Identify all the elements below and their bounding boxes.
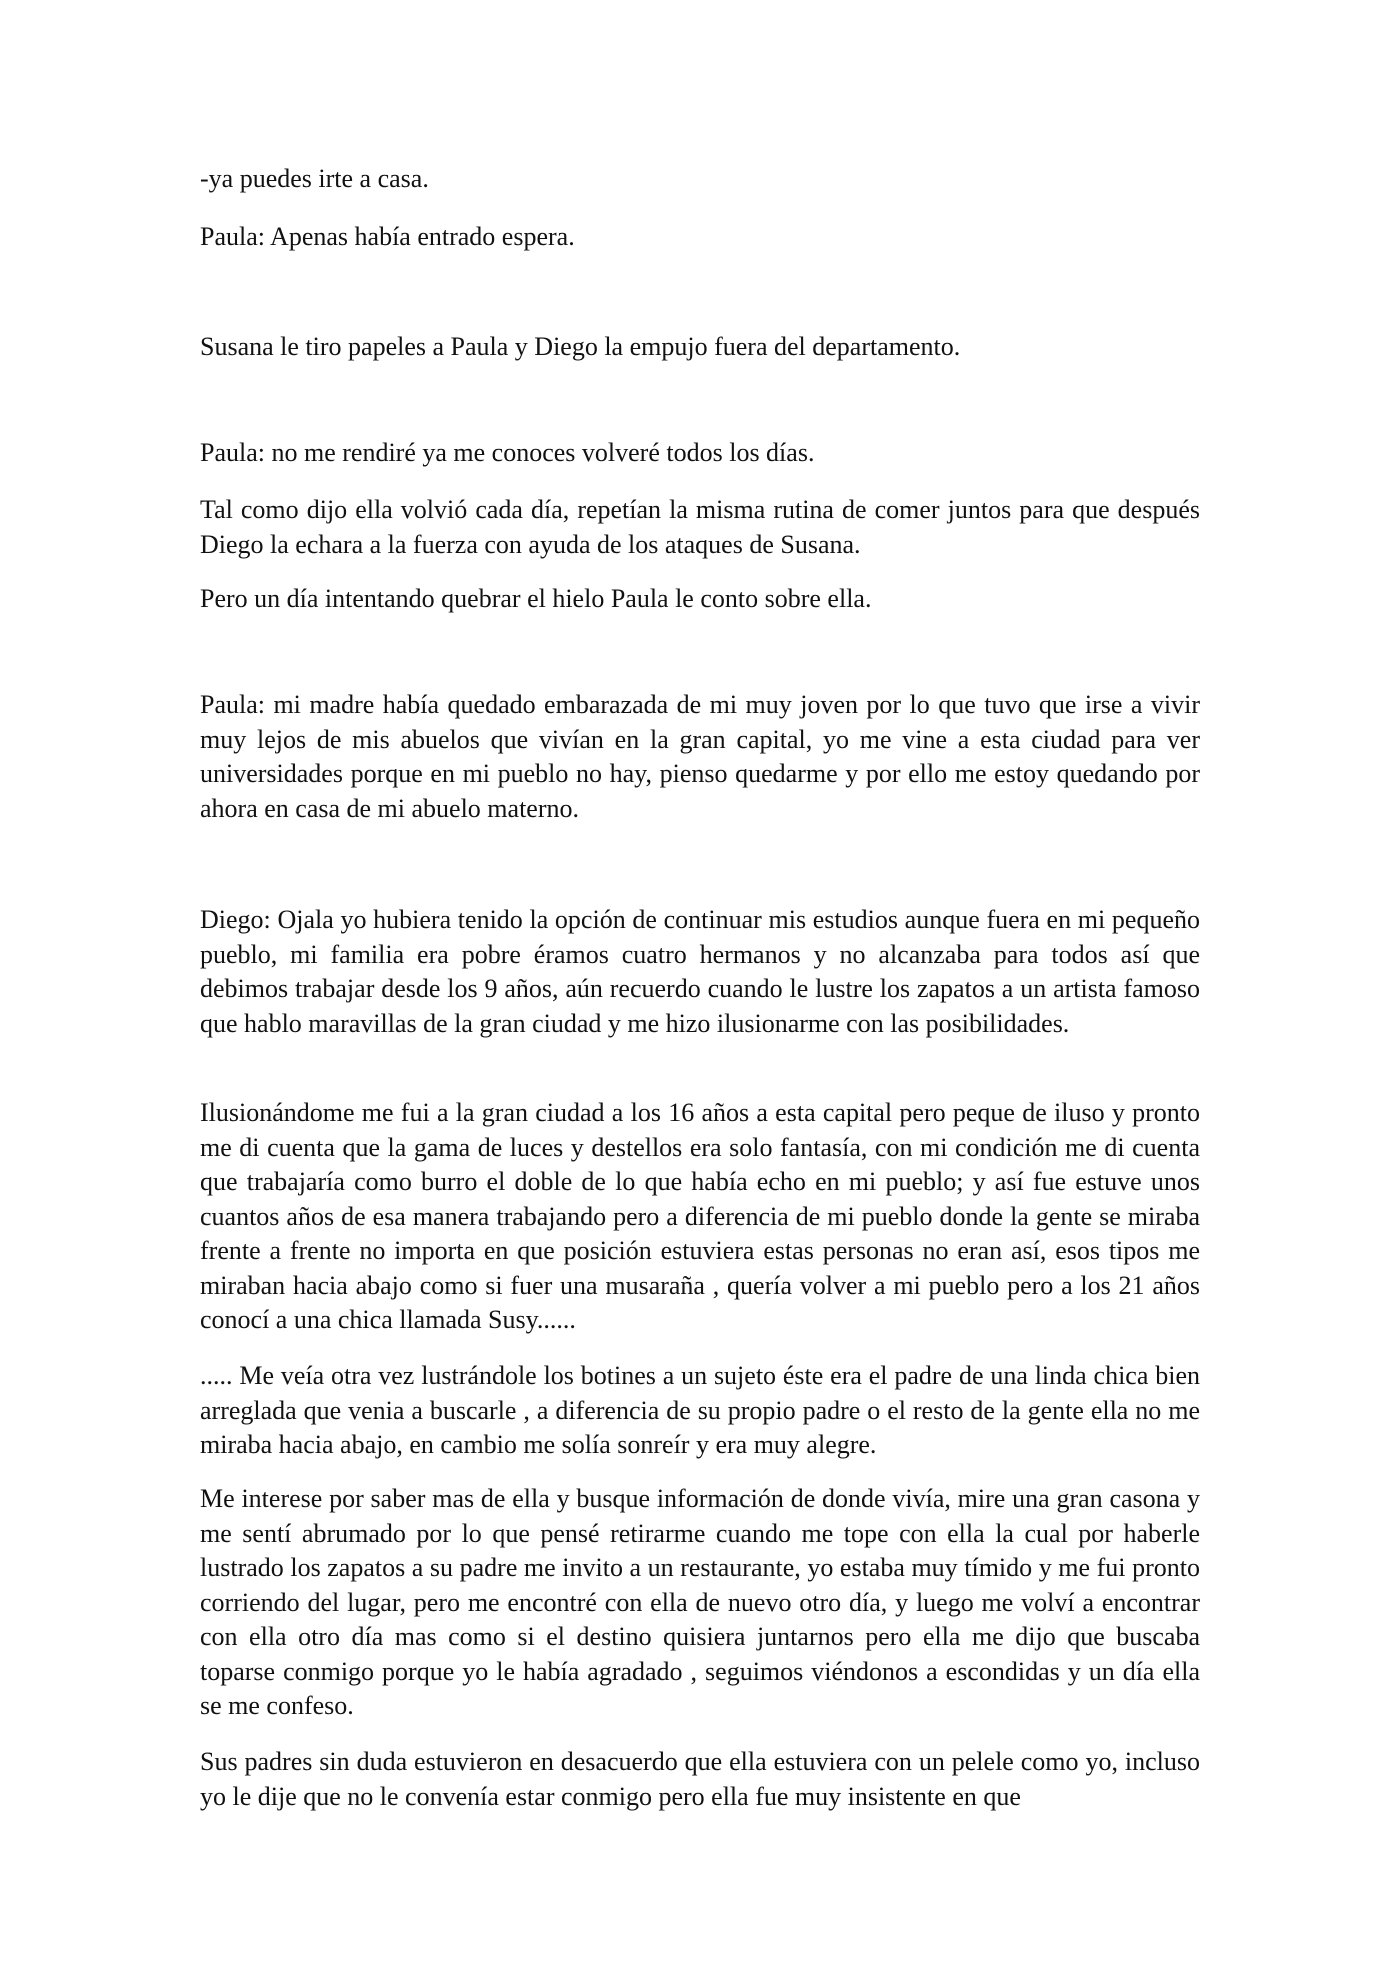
- paragraph-2: Paula: Apenas había entrado espera.: [200, 222, 575, 251]
- paragraph-9: Ilusionándome me fui a la gran ciudad a los 16 años a esta capital pero peque de iluso y pronto me di cuenta que la gama de luces y destellos era solo fantasía, con mi condición me di cuenta que trabajaría como burro el doble de lo que había echo en mi pueblo; y así fue estuve unos cuantos años de esa manera trabajando pero a diferencia de mi pueblo donde la gente se miraba frente a frente no importa en que posición estuviera estas personas no eran así, esos tipos me miraban hacia abajo como si fuer una musaraña , quería volver a mi pueblo pero a los 21 años conocí a una chica llamada Susy......: [200, 1098, 1200, 1334]
- paragraph-5: Tal como dijo ella volvió cada día, repetían la misma rutina de comer juntos para que después Diego la echara a la fuerza con ayuda de los ataques de Susana.: [200, 495, 1200, 559]
- paragraph-3: Susana le tiro papeles a Paula y Diego la empujo fuera del departamento.: [200, 332, 961, 361]
- paragraph-11: Me interese por saber mas de ella y busque información de donde vivía, mire una gran casona y me sentí abrumado por lo que pensé retirarme cuando me tope con ella la cual por haberle lustrado los zapatos a su padre me invito a un restaurante, yo estaba muy tímido y me fui pronto corriendo del lugar, pero me encontré con ella de nuevo otro día, y luego me volví a encontrar con ella otro día mas como si el destino quisiera juntarnos pero ella me dijo que buscaba toparse conmigo porque yo le había agradado , seguimos viéndonos a escondidas y un día ella se me confeso.: [200, 1484, 1200, 1720]
- paragraph-10: ..... Me veía otra vez lustrándole los botines a un sujeto éste era el padre de una linda chica bien arreglada que venia a buscarle , a diferencia de su propio padre o el resto de la gente ella no me miraba hacia abajo, en cambio me solía sonreír y era muy alegre.: [200, 1361, 1200, 1459]
- paragraph-6: Pero un día intentando quebrar el hielo Paula le conto sobre ella.: [200, 584, 872, 613]
- paragraph-7: Paula: mi madre había quedado embarazada de mi muy joven por lo que tuvo que irse a vivir muy lejos de mis abuelos que vivían en la gran capital, yo me vine a esta ciudad para ver universidades porque en mi pueblo no hay, pienso quedarme y por ello me estoy quedando por ahora en casa de mi abuelo materno.: [200, 690, 1200, 823]
- paragraph-8: Diego: Ojala yo hubiera tenido la opción de continuar mis estudios aunque fuera en mi pequeño pueblo, mi familia era pobre éramos cuatro hermanos y no alcanzaba para todos así que debimos trabajar desde los 9 años, aún recuerdo cuando le lustre los zapatos a un artista famoso que hablo maravillas de la gran ciudad y me hizo ilusionarme con las posibilidades.: [200, 905, 1200, 1038]
- paragraph-12: Sus padres sin duda estuvieron en desacuerdo que ella estuviera con un pelele como yo, incluso yo le dije que no le convenía estar conmigo pero ella fue muy insistente en que: [200, 1747, 1200, 1811]
- paragraph-4: Paula: no me rendiré ya me conoces volveré todos los días.: [200, 438, 815, 467]
- paragraph-1: -ya puedes irte a casa.: [200, 164, 429, 193]
